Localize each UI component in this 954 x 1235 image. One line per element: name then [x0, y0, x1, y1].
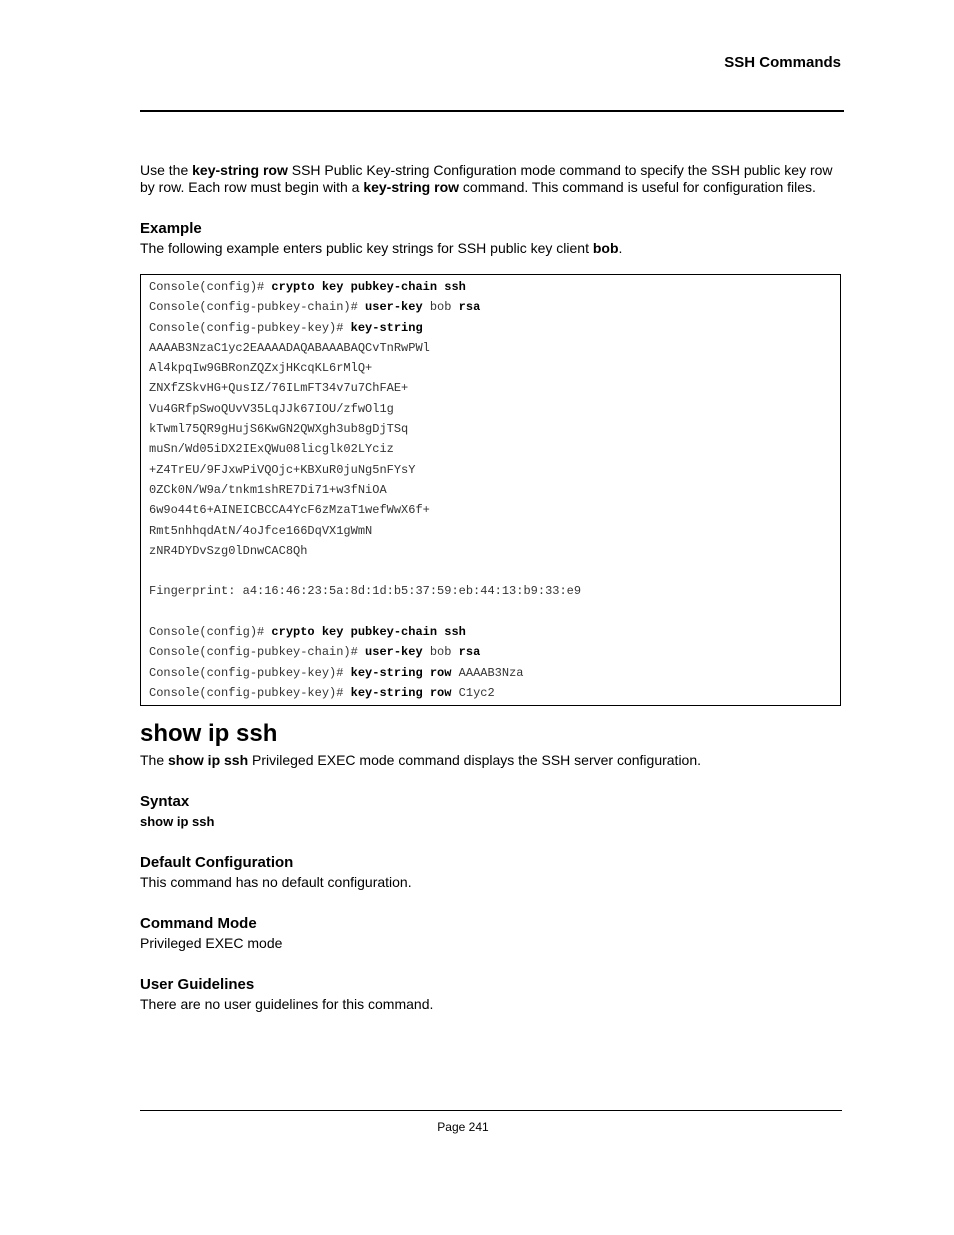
- code-line: muSn/Wd05iDX2IExQWu08licglk02LYciz: [149, 442, 394, 457]
- code-line: Console(config-pubkey-chain)# user-key bob rsa: [149, 300, 481, 315]
- syntax-heading: Syntax: [140, 793, 190, 811]
- example-bold: bob: [592, 240, 619, 256]
- code-example: [140, 274, 841, 706]
- code-line: Al4kpqIw9GBRonZQZxjHKcqKL6rMlQ+: [149, 361, 373, 376]
- section-description: The show ip ssh Privileged EXEC mode command displays the SSH server configuration.: [140, 752, 702, 769]
- example-text: .: [618, 240, 623, 256]
- intro-bold: key-string row: [363, 179, 460, 195]
- code-blank-line: [149, 602, 840, 622]
- running-header: SSH Commands: [724, 54, 841, 71]
- default-config-heading: Default Configuration: [140, 854, 294, 872]
- header-rule: [140, 110, 844, 112]
- code-line: Console(config)# crypto key pubkey-chain ssh: [149, 625, 466, 640]
- intro-text: SSH Public Key-string Configuration mode command to specify the SSH public key row by row. Each row must begin with a: [140, 162, 833, 195]
- default-config-text: This command has no default configuration.: [140, 874, 412, 891]
- code-line: AAAAB3NzaC1yc2EAAAADAQABAAABAQCvTnRwPWl: [149, 340, 430, 355]
- user-guidelines-text: There are no user guidelines for this command.: [140, 996, 434, 1013]
- example-heading: Example: [140, 220, 202, 237]
- code-line: Console(config)# crypto key pubkey-chain ssh: [149, 280, 466, 294]
- page-number: Page 241: [437, 1120, 489, 1134]
- code-line: Console(config-pubkey-key)# key-string: [149, 320, 423, 335]
- code-line: ZNXfZSkvHG+QusIZ/76ILmFT34v7u7ChFAE+: [149, 381, 409, 396]
- code-line: Rmt5nhhqdAtN/4oJfce166DqVX1gWmN: [149, 523, 373, 538]
- code-line: Console(config-pubkey-key)# key-string row AAAAB3Nza: [149, 665, 524, 680]
- command-mode-text: Privileged EXEC mode: [140, 935, 283, 952]
- syntax-text: show ip ssh: [140, 814, 215, 830]
- intro-bold: key-string row: [192, 162, 288, 178]
- code-line: Console(config-pubkey-key)# key-string row C1yc2: [149, 685, 495, 700]
- code-line: Console(config-pubkey-chain)# user-key bob rsa: [149, 645, 481, 660]
- code-line: 0ZCk0N/W9a/tnkm1shRE7Di71+w3fNiOA: [149, 482, 387, 497]
- code-blank-line: [149, 561, 840, 581]
- footer-rule: [140, 1110, 842, 1111]
- intro-text: Use the: [140, 162, 193, 178]
- example-description: [140, 240, 842, 257]
- example-text: The following example enters public key strings for SSH public key client: [140, 240, 593, 256]
- code-line: 6w9o44t6+AINEICBCCA4YcF6zMzaT1wefWwX6f+: [149, 503, 430, 518]
- command-mode-heading: Command Mode: [140, 915, 257, 933]
- code-line: Vu4GRfpSwoQUvV35LqJJk67IOU/zfwOl1g: [149, 401, 394, 416]
- code-line: zNR4DYDvSzg0lDnwCAC8Qh: [149, 543, 308, 558]
- code-line: kTwml75QR9gHujS6KwGN2QWXgh3ub8gDjTSq: [149, 422, 409, 437]
- intro-text: command. This command is useful for configuration files.: [459, 179, 816, 195]
- user-guidelines-heading: User Guidelines: [140, 976, 255, 994]
- fingerprint-line: Fingerprint: a4:16:46:23:5a:8d:1d:b5:37:59:eb:44:13:b9:33:e9: [149, 584, 582, 599]
- page-body: [140, 162, 842, 1013]
- section-title: show ip ssh: [140, 720, 278, 748]
- intro-paragraph: [140, 162, 842, 196]
- code-line: +Z4TrEU/9FJxwPiVQOjc+KBXuR0juNg5nFYsY: [149, 462, 416, 477]
